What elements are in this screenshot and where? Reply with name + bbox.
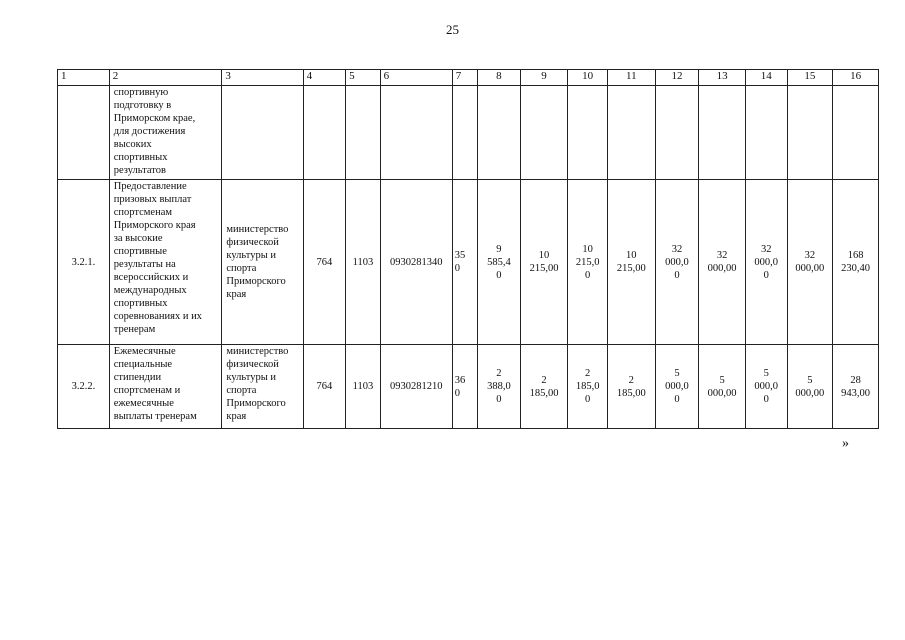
table-cell: 1103 (346, 345, 381, 429)
table-cell (452, 86, 477, 180)
column-number-cell: 3 (222, 70, 303, 86)
executor-cell (222, 86, 303, 180)
column-number-cell: 6 (380, 70, 452, 86)
table-cell: 764 (303, 180, 346, 345)
table-cell: 5 000,0 0 (655, 345, 699, 429)
table-cell (833, 86, 879, 180)
column-number-cell: 15 (787, 70, 833, 86)
table-cell: 1103 (346, 180, 381, 345)
table-row (58, 180, 879, 345)
description-cell: Ежемесячные специальные стипендии спортсменам и ежемесячные выплаты тренерам (109, 345, 222, 429)
executor-cell: министерство физической культуры и спорта Приморского края (222, 180, 303, 345)
column-number-cell: 4 (303, 70, 346, 86)
executor-cell: министерство физической культуры и спорта Приморского края (222, 345, 303, 429)
table-cell: 35 0 (452, 180, 477, 345)
table-cell: 168 230,40 (833, 180, 879, 345)
table-cell: 5 000,00 (699, 345, 746, 429)
column-number-cell: 10 (568, 70, 608, 86)
table-cell: 5 000,0 0 (745, 345, 787, 429)
table-cell: 2 185,0 0 (568, 345, 608, 429)
table-cell (655, 86, 699, 180)
column-number-cell: 2 (109, 70, 222, 86)
table-cell: 10 215,00 (520, 180, 568, 345)
table-cell: 9 585,4 0 (478, 180, 521, 345)
table-cell: 32 000,00 (787, 180, 833, 345)
column-number-cell: 1 (58, 70, 110, 86)
table-cell: 10 215,00 (607, 180, 655, 345)
column-number-cell: 12 (655, 70, 699, 86)
budget-table (57, 69, 879, 429)
table-cell: 36 0 (452, 345, 477, 429)
table-cell: 10 215,0 0 (568, 180, 608, 345)
table-cell: 0930281340 (380, 180, 452, 345)
table-cell (568, 86, 608, 180)
column-number-cell: 13 (699, 70, 746, 86)
row-number-cell (58, 86, 110, 180)
column-number-cell: 5 (346, 70, 381, 86)
table-cell (303, 86, 346, 180)
table-cell: 0930281210 (380, 345, 452, 429)
table-cell: 32 000,0 0 (745, 180, 787, 345)
table-cell (787, 86, 833, 180)
table-cell (699, 86, 746, 180)
table-cell (745, 86, 787, 180)
table-cell (520, 86, 568, 180)
page-number: 25 (446, 22, 459, 37)
column-number-cell: 8 (478, 70, 521, 86)
table-cell: 5 000,00 (787, 345, 833, 429)
column-number-cell: 7 (452, 70, 477, 86)
column-number-cell: 9 (520, 70, 568, 86)
table-cell: 32 000,0 0 (655, 180, 699, 345)
table-cell: 32 000,00 (699, 180, 746, 345)
closing-quote-mark: » (842, 436, 849, 451)
table-cell: 2 185,00 (520, 345, 568, 429)
table-cell (478, 86, 521, 180)
table-row (58, 86, 879, 180)
column-number-cell: 16 (833, 70, 879, 86)
description-cell: спортивную подготовку в Приморском крае, для достижения высоких спортивных результатов (109, 86, 222, 180)
column-number-cell: 11 (607, 70, 655, 86)
column-number-cell: 14 (745, 70, 787, 86)
table-cell (346, 86, 381, 180)
table-cell: 2 185,00 (607, 345, 655, 429)
row-number-cell: 3.2.2. (58, 345, 110, 429)
row-number-cell: 3.2.1. (58, 180, 110, 345)
table-cell (380, 86, 452, 180)
table-row (58, 345, 879, 429)
table-cell: 2 388,0 0 (478, 345, 521, 429)
table-cell (607, 86, 655, 180)
table-cell: 764 (303, 345, 346, 429)
table-cell: 28 943,00 (833, 345, 879, 429)
table-header-row (58, 70, 879, 86)
description-cell: Предоставление призовых выплат спортсменам Приморского края за высокие спортивные результаты на всероссийских и международных спортивных соревнованиях и их тренерам (109, 180, 222, 345)
